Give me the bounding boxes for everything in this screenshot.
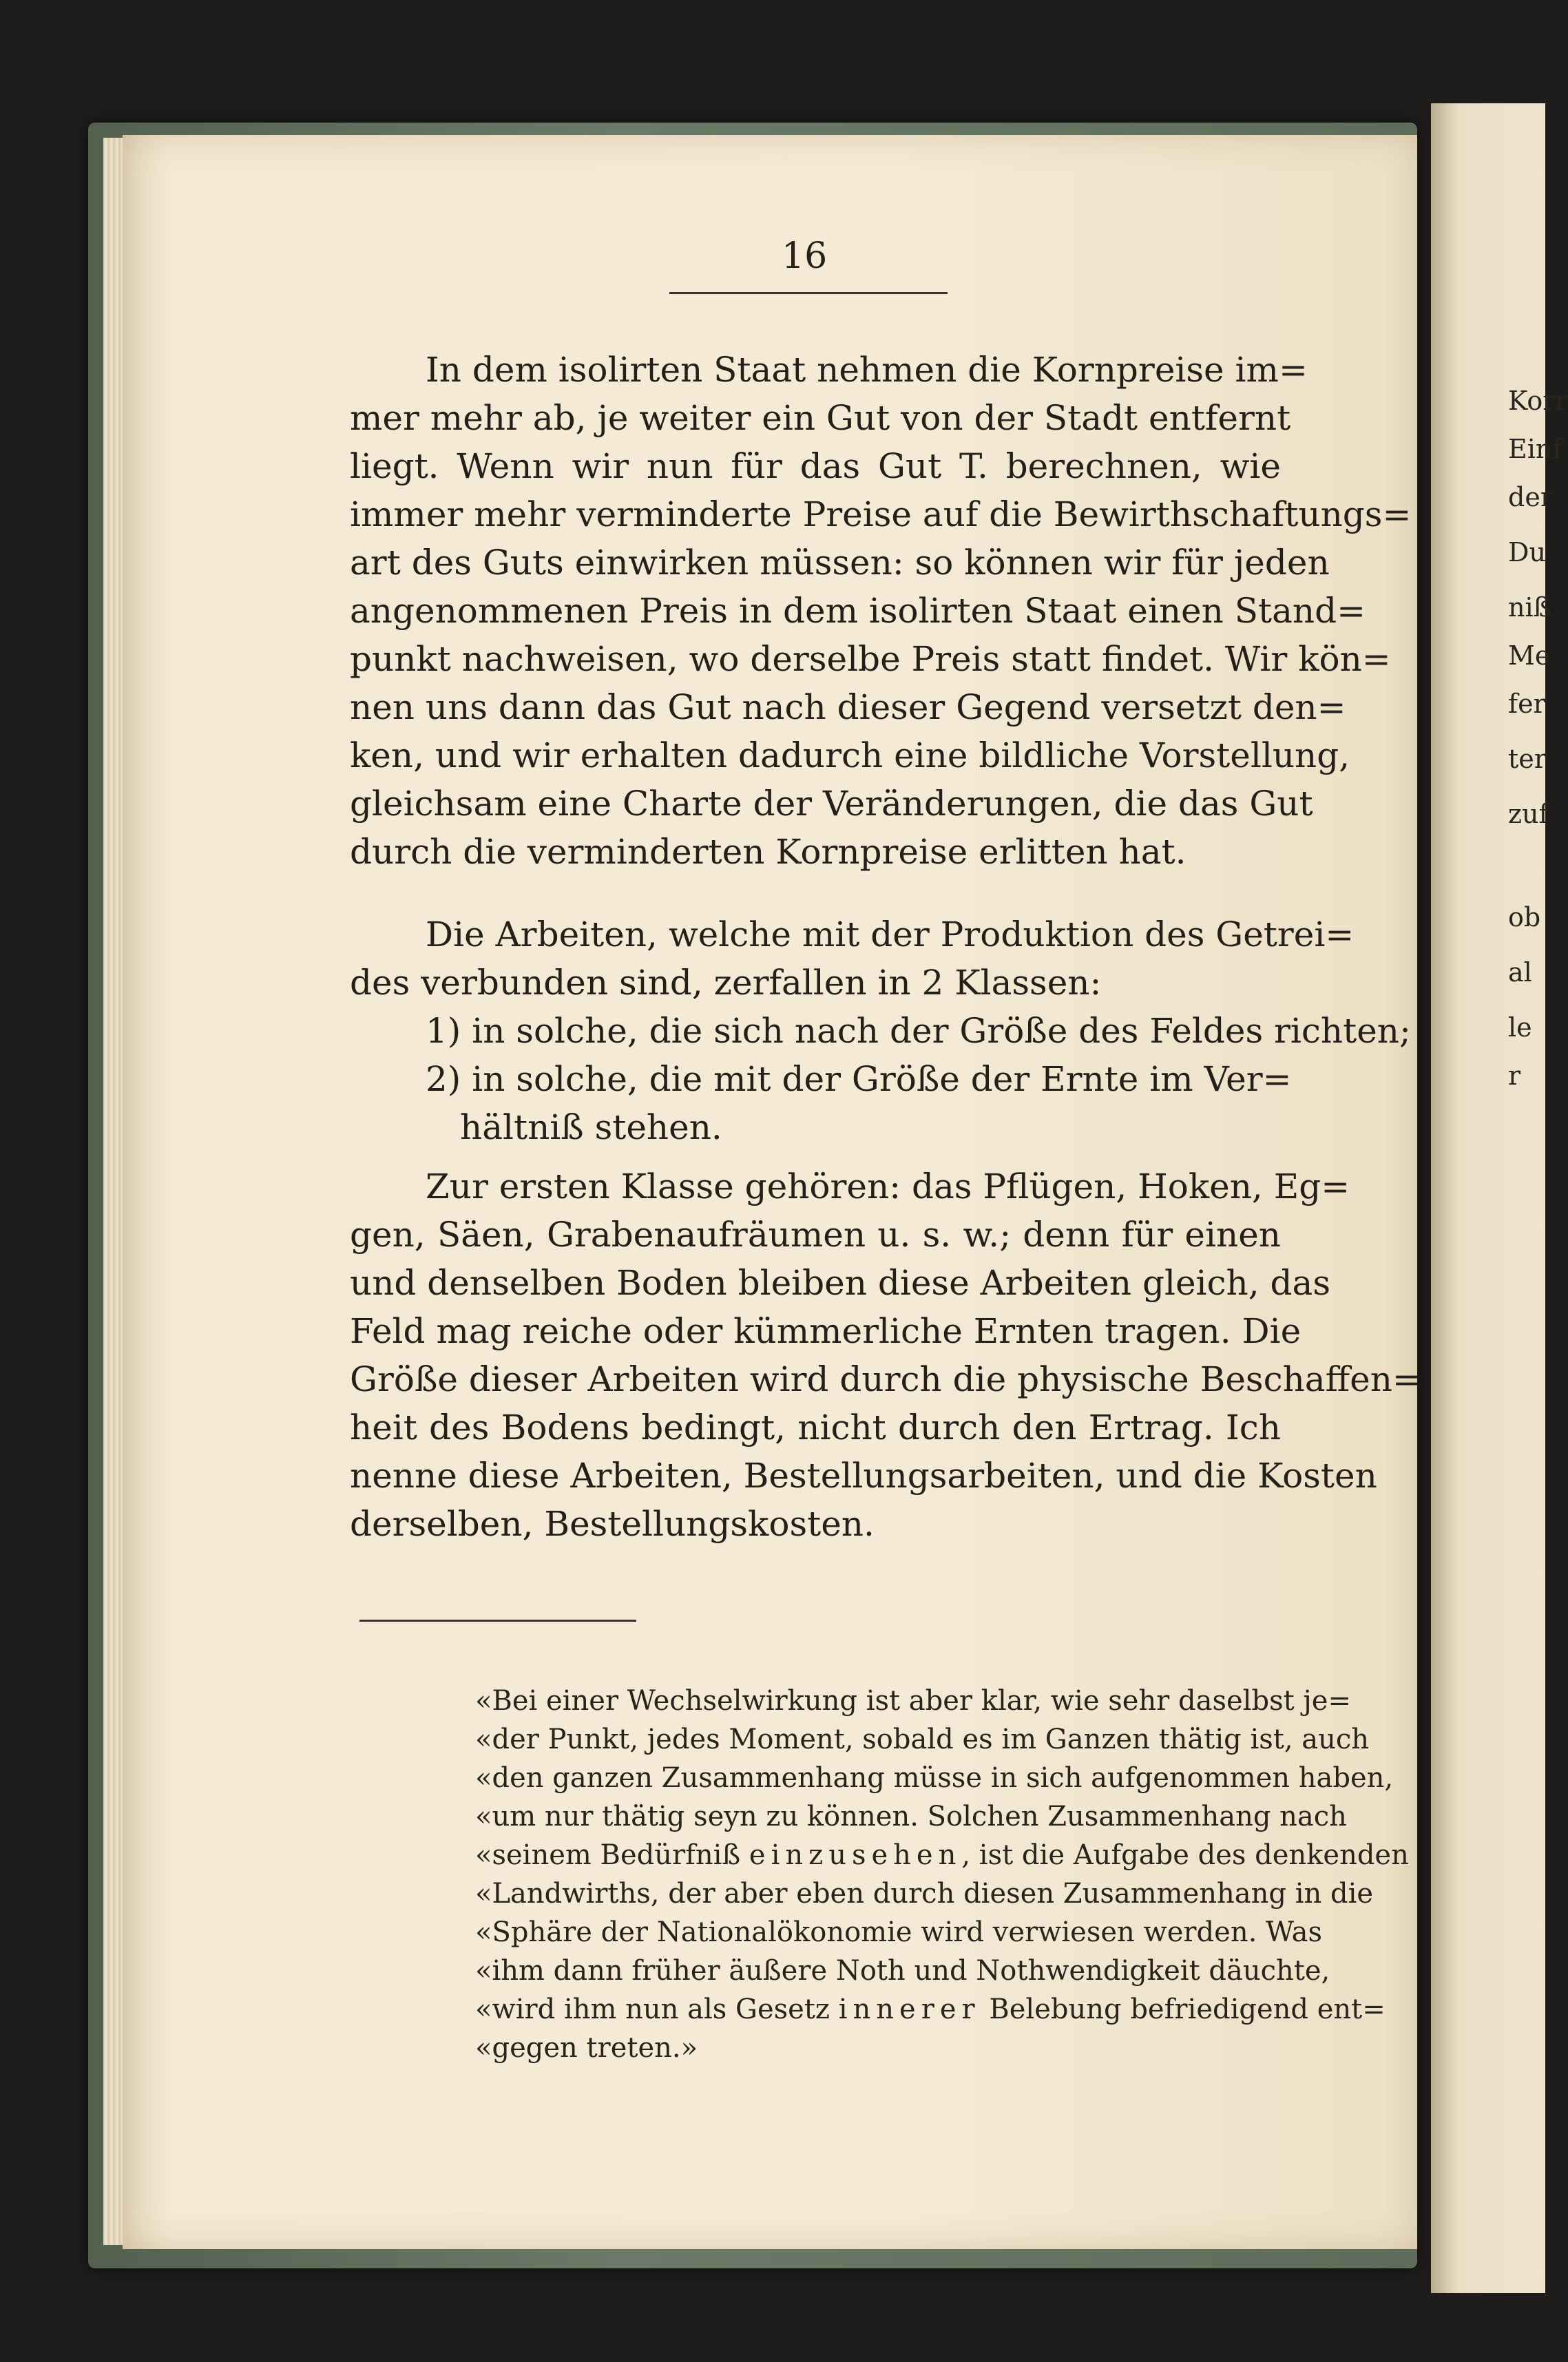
body-line: art des Guts einwirken müssen: so können wir für jeden [350,543,1330,583]
facing-fragment: fer [1508,689,1546,719]
facing-fragment: niß [1508,592,1551,623]
body-line: Feld mag reiche oder kümmerliche Ernten tragen. Die [350,1311,1302,1351]
footnote-emphasis: innerer [838,1994,981,2025]
facing-fragment: der [1508,482,1553,512]
footnote-line: «der Punkt, jedes Moment, sobald es im Ganzen thätig ist, auch [475,1724,1370,1755]
facing-page [1431,103,1545,2293]
body-line: immer mehr verminderte Preise auf die Bewirthschaftungs= [350,494,1412,534]
list-item: 2) in solche, die mit der Größe der Ernte im Ver= [426,1059,1292,1099]
body-line: nen uns dann das Gut nach dieser Gegend versetzt den= [350,687,1346,727]
body-line: mer mehr ab, je weiter ein Gut von der Stadt entfernt [350,398,1291,438]
facing-fragment: zuf [1508,799,1549,829]
body-line: ken, und wir erhalten dadurch eine bildliche Vorstellung, [350,735,1350,775]
facing-fragment: r [1508,1060,1521,1091]
footnote-line [475,1990,1386,2029]
body-line: punkt nachweisen, wo derselbe Preis statt findet. Wir kön= [350,639,1391,679]
body-line: angenommenen Preis in dem isolirten Staat einen Stand= [350,591,1366,631]
footnote-line: «ihm dann früher äußere Noth und Nothwendigkeit däuchte, [475,1955,1330,1987]
body-line: Die Arbeiten, welche mit der Produktion des Getrei= [426,915,1355,954]
body-line: gen, Säen, Grabenaufräumen u. s. w.; denn für einen [350,1215,1281,1255]
footnote-line: «um nur thätig seyn zu können. Solchen Zusammenhang nach [475,1801,1347,1832]
body-line: liegt. Wenn wir nun für das Gut T. berechnen, wie [350,446,1281,486]
facing-fragment: ob [1508,902,1541,932]
header-rule [669,292,948,294]
body-line: nenne diese Arbeiten, Bestellungsarbeiten, und die Kosten [350,1456,1377,1496]
facing-fragment: al [1508,957,1532,987]
footnote-line: «gegen treten.» [475,2032,698,2064]
facing-fragment: Korr [1508,386,1568,416]
footnote-text: «wird ihm nun als Gesetz [475,1994,830,2025]
footnote-emphasis: einzusehen [749,1839,962,1871]
list-item: 1) in solche, die sich nach der Größe des Feldes richten; [426,1011,1411,1051]
facing-fragment: le [1508,1012,1532,1043]
body-line: heit des Bodens bedingt, nicht durch den Ertrag. Ich [350,1408,1281,1447]
footnote-line: «Sphäre der Nationalökonomie wird verwiesen werden. Was [475,1916,1323,1948]
facing-fragment: Du [1508,537,1546,567]
page-number: 16 [782,236,828,277]
body-line: Größe dieser Arbeiten wird durch die physische Beschaffen= [350,1359,1421,1399]
facing-fragment: Me [1508,640,1551,671]
body-line: durch die verminderten Kornpreise erlitten hat. [350,832,1187,872]
footnote-line: «Bei einer Wechselwirkung ist aber klar, wie sehr daselbst je= [475,1685,1351,1717]
footnote-rule [359,1620,636,1622]
body-line: des verbunden sind, zerfallen in 2 Klassen: [350,963,1102,1003]
body-line: Zur ersten Klasse gehören: das Pflügen, Hoken, Eg= [426,1167,1350,1206]
facing-fragment: Einf [1508,434,1562,464]
footnote-text: Belebung befriedigend ent= [989,1994,1386,2025]
footnote-text: «seinem Bedürfniß [475,1839,741,1871]
facing-fragment: ter [1508,744,1547,774]
body-line: In dem isolirten Staat nehmen die Kornpreise im= [426,350,1308,390]
body-line: gleichsam eine Charte der Veränderungen, die das Gut [350,784,1313,824]
footnote-text: , ist die Aufgabe des denkenden [961,1839,1409,1871]
list-item-continuation: hältniß stehen. [460,1107,722,1147]
footnote-line: «den ganzen Zusammenhang müsse in sich aufgenommen haben, [475,1762,1394,1794]
body-line: derselben, Bestellungskosten. [350,1504,875,1544]
footnote-line [475,1836,1409,1874]
footnote-line: «Landwirths, der aber eben durch diesen Zusammenhang in die [475,1878,1374,1910]
body-line: und denselben Boden bleiben diese Arbeiten gleich, das [350,1263,1330,1303]
